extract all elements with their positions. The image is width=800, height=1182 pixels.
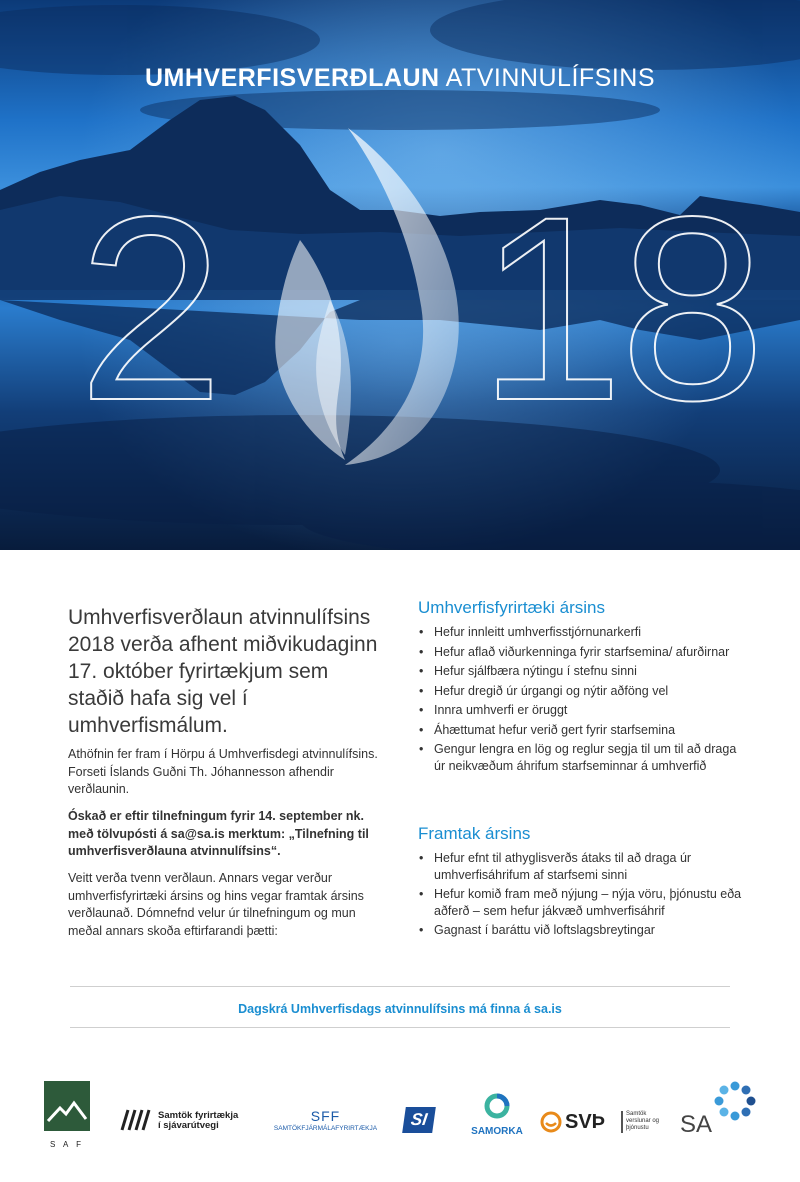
hero-title-light: ATVINNULÍFSINS — [445, 64, 656, 92]
year-digit-left: 2 — [78, 162, 220, 455]
samorka-text: SAMORKA — [471, 1126, 523, 1137]
saf-mountain-icon — [44, 1081, 90, 1131]
list-item: • Gengur lengra en lög og reglur segja til um til að draga úr neikvæðum áhrifum starfseminnar á umhverfið — [418, 741, 748, 774]
si-text: SI — [409, 1110, 429, 1129]
list-item: • Hefur efnt til athyglisverðs átaks til að draga úr umhverfisáhrifum af starfsemi sinni — [418, 850, 748, 883]
criteria-list — [418, 624, 748, 774]
sa-dots-icon — [710, 1081, 760, 1127]
sff-text: SAMTÖKFJÁRMÁLAFYRIRTÆKJA — [273, 1125, 378, 1132]
sfs-text-line1: Samtök fyrirtækja — [158, 1110, 239, 1121]
year-digits-right: 18 — [478, 162, 762, 455]
nomination-paragraph: Óskað er eftir tilnefningum fyrir 14. september nk. með tölvupósti á sa@sa.is merktum: „Tilnefning til umhverfisverðlauna atvinnulífsins“. — [68, 809, 369, 858]
list-item: • Innra umhverfi er öruggt — [418, 702, 748, 719]
svth-divider — [621, 1111, 623, 1133]
hero-title — [0, 64, 800, 93]
sfs-stripes-icon — [118, 1109, 154, 1131]
list-item: • Hefur aflað viðurkenninga fyrir starfsemina/ afurðirnar — [418, 644, 748, 661]
list-item: • Hefur komið fram með nýjung – nýja vöru, þjónustu eða aðferð – sem hefur jákvæð umhverfisáhrif — [418, 886, 748, 919]
intro-text: Umhverfisverðlaun atvinnulífsins 2018 verða afhent miðvikudaginn 17. október fyrirtækjum sem staðið hafa sig vel í umhverfismálum. — [68, 606, 378, 737]
list-item: • Hefur sjálfbæra nýtingu í stefnu sinni — [418, 663, 748, 680]
criteria-list — [418, 850, 748, 939]
svth-text: Samtök verslunar og þjónustu — [626, 1111, 660, 1131]
section-initiative — [418, 824, 748, 942]
section-heading: Framtak ársins — [418, 824, 531, 843]
sa-logo — [680, 1081, 760, 1141]
section-heading: Umhverfisfyrirtæki ársins — [418, 598, 606, 617]
agenda-link[interactable]: Dagskrá Umhverfisdags atvinnulífsins má finna á sa.is — [238, 1002, 562, 1016]
list-item: • Hefur innleitt umhverfisstjórnunarkerfi — [418, 624, 748, 641]
list-item: • Hefur dregið úr úrgangi og nýtir aðföng vel — [418, 683, 748, 700]
samorka-ring-icon — [482, 1091, 512, 1121]
sff-logo — [268, 1108, 383, 1132]
sff-mark: SFF — [310, 1108, 341, 1124]
svth-mark: SVÞ — [565, 1111, 606, 1133]
list-item: • Gagnast í baráttu við loftslagsbreytingar — [418, 922, 748, 939]
svth-smile-icon — [540, 1111, 562, 1133]
hero-title-bold: UMHVERFISVERÐLAUN — [144, 64, 440, 92]
list-item: • Áhættumat hefur verið gert fyrir starfsemina — [418, 722, 748, 739]
partner-logos — [0, 1075, 800, 1155]
saf-text: S A F — [49, 1140, 85, 1149]
hero-banner — [0, 0, 800, 550]
divider — [70, 1027, 730, 1028]
sfs-text-line2: í sjávarútvegi — [158, 1120, 219, 1131]
sa-text: SA — [680, 1111, 713, 1138]
awards-paragraph: Veitt verða tvenn verðlaun. Annars vegar verður umhverfisfyrirtæki ársins og hins vegar framtak ársins verðlaunað. Dómnefnd velur úr tilnefningum og mun meðal annars skoða eftirfarandi þætti: — [68, 871, 364, 938]
si-logo — [402, 1107, 436, 1133]
saf-logo — [44, 1081, 90, 1147]
samorka-logo — [470, 1091, 524, 1137]
ceremony-paragraph: Athöfnin fer fram í Hörpu á Umhverfisdegi atvinnulífsins. Forseti Íslands Guðni Th. Jóhannesson afhendir verðlaunin. — [68, 747, 378, 796]
divider — [70, 986, 730, 987]
section-environmental-company — [418, 598, 748, 777]
